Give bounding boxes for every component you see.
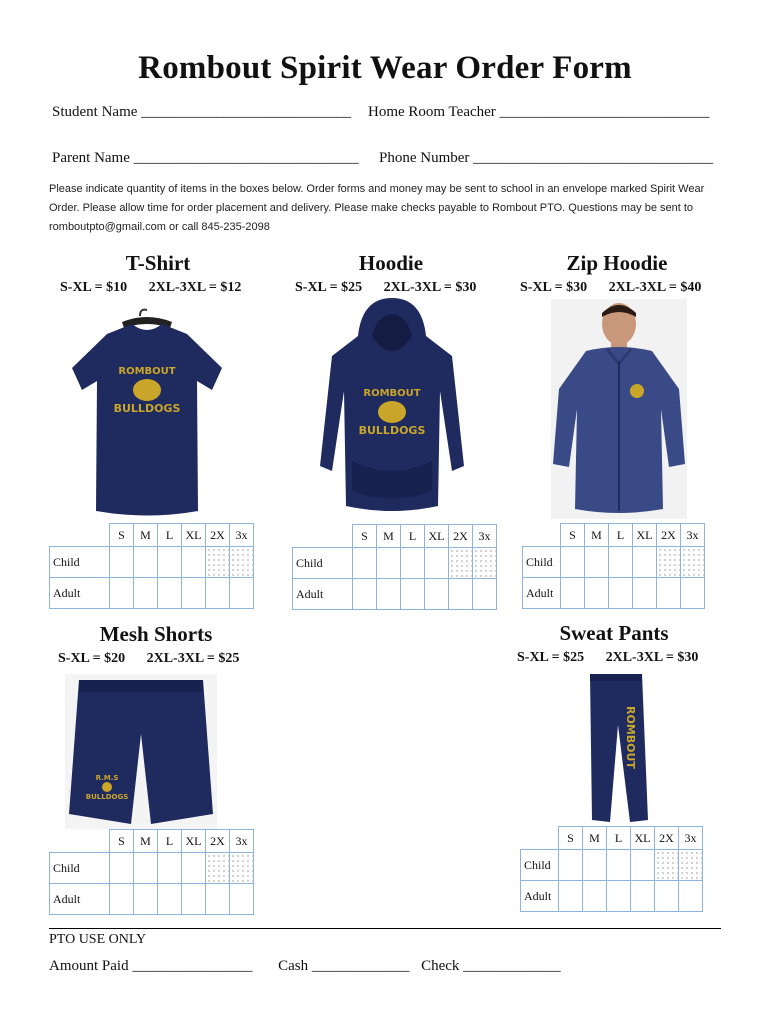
qty-cell[interactable]	[206, 884, 230, 915]
qty-cell[interactable]	[353, 579, 377, 610]
amount-paid-field[interactable]: Amount Paid ________________	[49, 958, 253, 974]
size-header: M	[134, 524, 158, 547]
tshirt-title: T-Shirt	[125, 251, 191, 275]
row-label-child: Child	[50, 853, 110, 884]
row-label-adult: Adult	[521, 881, 559, 912]
qty-cell[interactable]	[583, 881, 607, 912]
row-label-adult: Adult	[523, 578, 561, 609]
qty-cell[interactable]	[158, 547, 182, 578]
size-header: 2X	[206, 524, 230, 547]
qty-cell[interactable]	[607, 850, 631, 881]
pto-payment-line	[49, 958, 561, 975]
unavailable-cell	[206, 547, 230, 578]
qty-cell[interactable]	[559, 850, 583, 881]
size-header: L	[158, 524, 182, 547]
size-header: 3x	[230, 830, 254, 853]
qty-cell[interactable]	[401, 548, 425, 579]
qty-cell[interactable]	[657, 578, 681, 609]
size-header: 2X	[655, 827, 679, 850]
qty-cell[interactable]	[134, 578, 158, 609]
size-header: M	[585, 524, 609, 547]
hoodie-price	[295, 280, 476, 296]
qty-cell[interactable]	[377, 579, 401, 610]
qty-cell[interactable]	[585, 547, 609, 578]
qty-cell[interactable]	[401, 579, 425, 610]
qty-cell[interactable]	[182, 578, 206, 609]
qty-cell[interactable]	[425, 579, 449, 610]
size-header: XL	[182, 830, 206, 853]
qty-cell[interactable]	[353, 548, 377, 579]
qty-cell[interactable]	[182, 853, 206, 884]
qty-cell[interactable]	[110, 547, 134, 578]
mesh-shorts-image	[65, 674, 217, 829]
qty-cell[interactable]	[561, 547, 585, 578]
tshirt-price-large: 2XL-3XL = $12	[148, 280, 242, 295]
size-header: L	[401, 525, 425, 548]
unavailable-cell	[230, 853, 254, 884]
qty-cell[interactable]	[230, 884, 254, 915]
tshirt-price	[60, 280, 241, 296]
qty-cell[interactable]	[425, 548, 449, 579]
size-header: 3x	[681, 524, 705, 547]
instructions-text: Please indicate quantity of items in the boxes below. Order forms and money may be sent to school in an envelope marked Spirit Wear Order. Please allow time for order placement and delivery. Please make checks payable to Rombout PTO. Questions may be sent to romboutpto@gmail.com or call 845-235-2098	[49, 183, 705, 233]
size-header: S	[559, 827, 583, 850]
qty-cell[interactable]	[681, 578, 705, 609]
unavailable-cell	[230, 547, 254, 578]
qty-cell[interactable]	[679, 881, 703, 912]
qty-cell[interactable]	[134, 853, 158, 884]
hoodie-size-table	[292, 524, 497, 610]
qty-cell[interactable]	[449, 579, 473, 610]
hoodie-logo-bottom: BULLDOGS	[358, 424, 426, 437]
zip-hoodie-price-large: 2XL-3XL = $40	[608, 280, 702, 295]
size-header: XL	[425, 525, 449, 548]
qty-cell[interactable]	[134, 884, 158, 915]
sweat-pants-price	[517, 650, 698, 666]
sweat-pants-image	[580, 670, 662, 825]
qty-cell[interactable]	[607, 881, 631, 912]
zip-hoodie-title: Zip Hoodie	[566, 251, 668, 275]
size-header: 2X	[449, 525, 473, 548]
qty-cell[interactable]	[473, 579, 497, 610]
unavailable-cell	[679, 850, 703, 881]
size-header: S	[110, 524, 134, 547]
row-label-child: Child	[521, 850, 559, 881]
hoodie-price-small: S-XL = $25	[295, 280, 363, 295]
unavailable-cell	[657, 547, 681, 578]
size-header: L	[609, 524, 633, 547]
qty-cell[interactable]	[633, 547, 657, 578]
size-header: 2X	[657, 524, 681, 547]
size-header: 3x	[230, 524, 254, 547]
hoodie-price-large: 2XL-3XL = $30	[383, 280, 477, 295]
tshirt-size-table	[49, 523, 254, 609]
row-label-child: Child	[523, 547, 561, 578]
zip-hoodie-image	[551, 299, 687, 519]
zip-hoodie-price	[520, 280, 701, 296]
size-header: 3x	[679, 827, 703, 850]
size-header: S	[110, 830, 134, 853]
qty-cell[interactable]	[609, 547, 633, 578]
qty-cell[interactable]	[631, 850, 655, 881]
size-header: M	[377, 525, 401, 548]
mesh-shorts-size-table	[49, 829, 254, 915]
zip-hoodie-price-small: S-XL = $30	[520, 280, 588, 295]
unavailable-cell	[206, 853, 230, 884]
pto-use-only-heading: PTO USE ONLY	[49, 932, 147, 947]
mesh-shorts-title: Mesh Shorts	[99, 622, 213, 646]
qty-cell[interactable]	[230, 578, 254, 609]
form-title: Rombout Spirit Wear Order Form	[138, 50, 632, 86]
qty-cell[interactable]	[655, 881, 679, 912]
shorts-logo-bottom: BULLDOGS	[85, 793, 129, 801]
unavailable-cell	[473, 548, 497, 579]
hoodie-image	[302, 296, 482, 521]
tshirt-image	[52, 306, 242, 521]
size-header: XL	[631, 827, 655, 850]
qty-cell[interactable]	[561, 578, 585, 609]
sweat-pants-price-small: S-XL = $25	[517, 650, 585, 665]
qty-cell[interactable]	[158, 884, 182, 915]
qty-cell[interactable]	[182, 884, 206, 915]
zip-hoodie-size-table	[522, 523, 705, 609]
unavailable-cell	[681, 547, 705, 578]
check-field[interactable]: Check _____________	[421, 958, 561, 974]
home-room-teacher-field[interactable]: Home Room Teacher ____________________________	[368, 104, 710, 120]
row-label-adult: Adult	[50, 578, 110, 609]
shorts-logo-top: R.M.S	[95, 774, 119, 782]
parent-name-field[interactable]: Parent Name ______________________________	[52, 150, 359, 166]
qty-cell[interactable]	[158, 853, 182, 884]
sweat-pants-price-large: 2XL-3XL = $30	[605, 650, 699, 665]
mesh-shorts-price-small: S-XL = $20	[58, 651, 126, 666]
size-header: 2X	[206, 830, 230, 853]
qty-cell[interactable]	[609, 578, 633, 609]
qty-cell[interactable]	[559, 881, 583, 912]
tshirt-logo-top: ROMBOUT	[118, 366, 176, 377]
size-header: XL	[182, 524, 206, 547]
mesh-shorts-price	[58, 651, 239, 667]
row-label-child: Child	[293, 548, 353, 579]
phone-number-field[interactable]: Phone Number ________________________________	[379, 150, 714, 166]
qty-cell[interactable]	[377, 548, 401, 579]
qty-cell[interactable]	[110, 853, 134, 884]
row-label-adult: Adult	[50, 884, 110, 915]
qty-cell[interactable]	[134, 547, 158, 578]
size-header: M	[583, 827, 607, 850]
mesh-shorts-price-large: 2XL-3XL = $25	[146, 651, 240, 666]
size-header: S	[561, 524, 585, 547]
sweat-pants-title: Sweat Pants	[559, 621, 669, 645]
size-header: L	[607, 827, 631, 850]
size-header: 3x	[473, 525, 497, 548]
qty-cell[interactable]	[633, 578, 657, 609]
hoodie-logo-top: ROMBOUT	[363, 388, 421, 399]
qty-cell[interactable]	[182, 547, 206, 578]
qty-cell[interactable]	[583, 850, 607, 881]
qty-cell[interactable]	[585, 578, 609, 609]
qty-cell[interactable]	[110, 578, 134, 609]
footer-divider	[49, 928, 721, 929]
size-header: M	[134, 830, 158, 853]
unavailable-cell	[449, 548, 473, 579]
size-header: XL	[633, 524, 657, 547]
tshirt-price-small: S-XL = $10	[60, 280, 128, 295]
sweat-pants-size-table	[520, 826, 703, 912]
qty-cell[interactable]	[631, 881, 655, 912]
row-label-child: Child	[50, 547, 110, 578]
row-label-adult: Adult	[293, 579, 353, 610]
size-header: S	[353, 525, 377, 548]
qty-cell[interactable]	[110, 884, 134, 915]
cash-field[interactable]: Cash _____________	[278, 958, 410, 974]
size-header: L	[158, 830, 182, 853]
qty-cell[interactable]	[158, 578, 182, 609]
student-name-field[interactable]: Student Name ____________________________	[52, 104, 352, 120]
hoodie-title: Hoodie	[358, 251, 424, 275]
qty-cell[interactable]	[206, 578, 230, 609]
sweat-pants-logo: ROMBOUT	[624, 706, 637, 769]
tshirt-logo-bottom: BULLDOGS	[113, 402, 181, 415]
unavailable-cell	[655, 850, 679, 881]
